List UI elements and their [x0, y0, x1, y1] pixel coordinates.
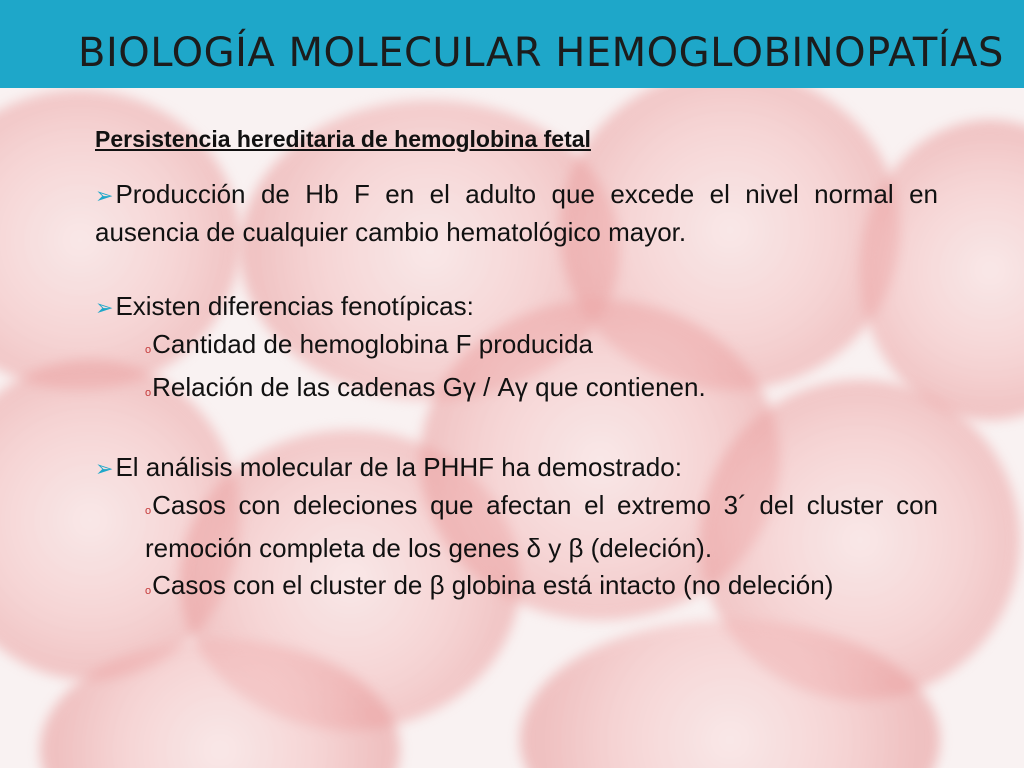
sub-bullet-item: oCasos con el cluster de β globina está intacto (no deleción)	[145, 570, 834, 600]
arrow-bullet-icon: ➢	[95, 183, 114, 208]
circle-bullet-icon: o	[145, 585, 152, 597]
bullet-item: ➢Existen diferencias fenotípicas:	[95, 291, 474, 321]
sub-bullet-item: oCantidad de hemoglobina F producida	[145, 329, 593, 359]
circle-bullet-icon: o	[145, 387, 152, 399]
sub-bullet-item: oCasos con deleciones que afectan el extremo 3´ del cluster con remoción completa de los genes δ y β (deleción).	[145, 490, 938, 563]
arrow-bullet-icon: ➢	[95, 456, 114, 481]
slide-title: BIOLOGÍA MOLECULAR HEMOGLOBINOPATÍAS	[78, 30, 1004, 76]
bullet-item: ➢Producción de Hb F en el adulto que excede el nivel normal en ausencia de cualquier cambio hematológico mayor.	[95, 179, 938, 247]
circle-bullet-icon: o	[145, 344, 152, 356]
slide-content	[95, 122, 938, 610]
sub-bullet-item: oRelación de las cadenas Gγ / Aγ que contienen.	[145, 372, 706, 402]
title-bar	[0, 0, 1024, 88]
bullet-item: ➢El análisis molecular de la PHHF ha demostrado:	[95, 452, 682, 482]
arrow-bullet-icon: ➢	[95, 295, 114, 320]
section-subtitle: Persistencia hereditaria de hemoglobina fetal	[95, 126, 591, 152]
circle-bullet-icon: o	[145, 505, 152, 517]
